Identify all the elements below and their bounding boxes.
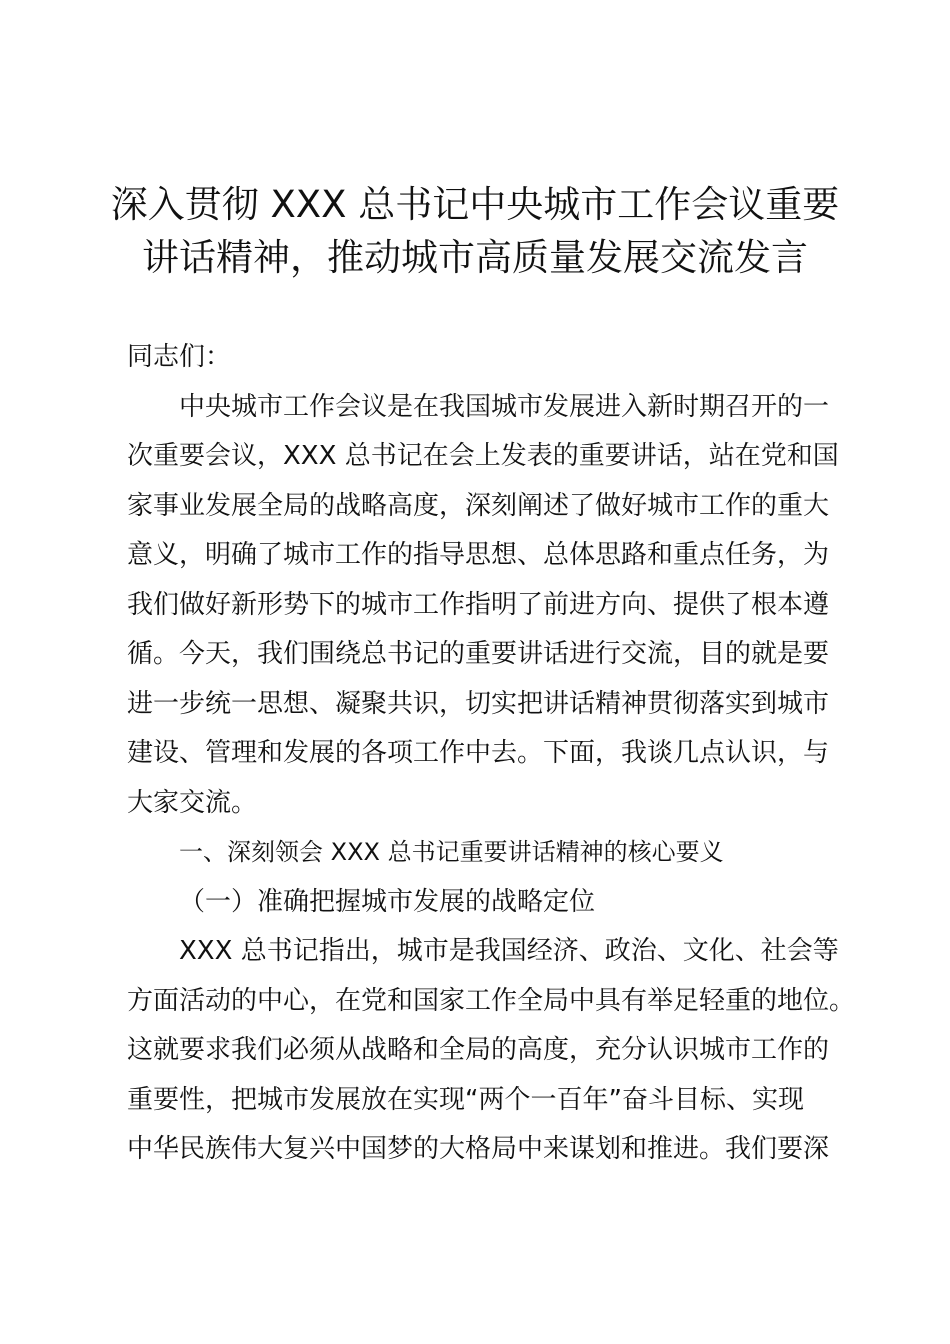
paragraph-line: 进一步统一思想、凝聚共识，切实把讲话精神贯彻落实到城市	[127, 688, 830, 719]
title-line: 深入贯彻 XXX 总书记中央城市工作会议重要	[110, 183, 840, 226]
paragraph-line: 重要性，把城市发展放在实现“两个一百年”奋斗目标、实现	[127, 1084, 804, 1115]
paragraph-line: 中华民族伟大复兴中国梦的大格局中来谋划和推进。我们要深	[127, 1134, 830, 1164]
paragraph-line: 方面活动的中心，在党和国家工作全局中具有举足轻重的地位。	[127, 985, 856, 1016]
paragraph-line: 建设、管理和发展的各项工作中去。下面，我谈几点认识，与	[127, 738, 830, 768]
paragraph-line: 中央城市工作会议是在我国城市发展进入新时期召开的一	[179, 391, 830, 422]
paragraph-line: 我们做好新形势下的城市工作指明了前进方向、提供了根本遵	[127, 589, 830, 620]
section-heading: 一、深刻领会 XXX 总书记重要讲话精神的核心要义	[179, 838, 724, 866]
paragraph-2	[127, 927, 856, 1175]
paragraph-line: 这就要求我们必须从战略和全局的高度，充分认识城市工作的	[127, 1035, 830, 1065]
document-title	[100, 178, 850, 284]
paragraph-line: 循。今天，我们围绕总书记的重要讲话进行交流，目的就是要	[127, 639, 830, 669]
paragraph-line: 家事业发展全局的战略高度，深刻阐述了做好城市工作的重大	[127, 490, 830, 521]
paragraph-line: XXX 总书记指出，城市是我国经济、政治、文化、社会等	[179, 936, 839, 966]
paragraph-line: 大家交流。	[127, 787, 258, 818]
document-body	[127, 333, 856, 1175]
paragraph-line: 意义，明确了城市工作的指导思想、总体思路和重点任务，为	[127, 540, 830, 570]
section-subheading: （一）准确把握城市发展的战略定位	[179, 886, 596, 917]
title-line: 讲话精神，推动城市高质量发展交流发言	[142, 236, 808, 279]
paragraph-1	[127, 383, 847, 829]
salutation: 同志们：	[127, 342, 232, 372]
paragraph-line: 次重要会议，XXX 总书记在会上发表的重要讲话，站在党和国	[127, 441, 839, 471]
